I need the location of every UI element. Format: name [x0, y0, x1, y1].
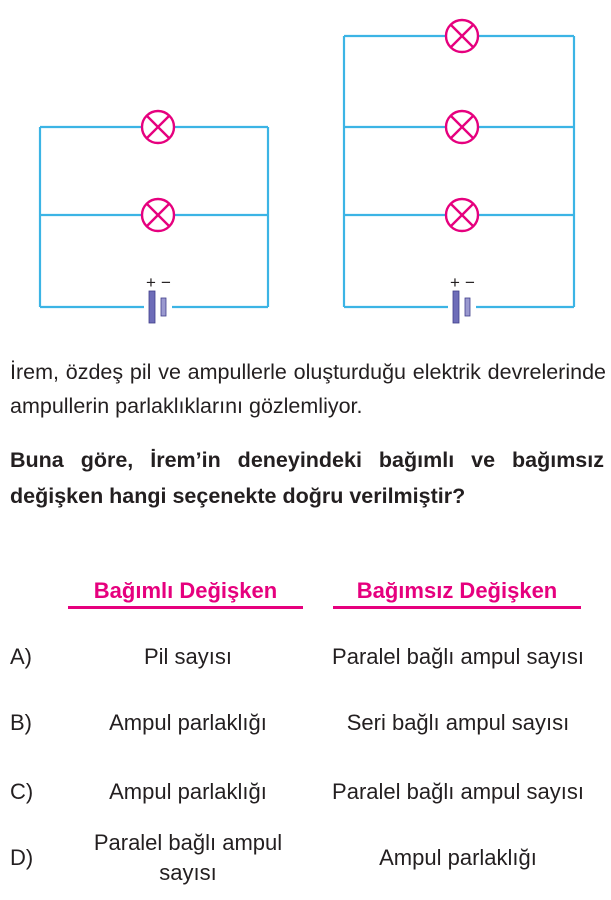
question-text: Buna göre, İrem’in deneyindeki bağımlı ve bağımsız değişken hangi seçenekte doğru verilmiştir? — [10, 448, 604, 508]
option-a[interactable] — [10, 622, 610, 692]
option-letter: C) — [10, 779, 34, 804]
experiment-description: İrem, özdeş pil ve ampullerle oluşturduğu elektrik devrelerinde ampullerin parlaklıklarını gözlemliyor. — [10, 360, 606, 418]
option-dependent: Ampul parlaklığı — [109, 779, 267, 804]
battery-icon — [448, 273, 476, 323]
option-letter: B) — [10, 710, 32, 735]
option-independent: Seri bağlı ampul sayısı — [346, 710, 570, 735]
option-dependent: Paralel bağlı ampul sayısı — [93, 830, 283, 885]
bulb-icon — [142, 199, 174, 231]
option-dependent: Pil sayısı — [143, 644, 233, 669]
bulb-icon — [142, 111, 174, 143]
option-c[interactable] — [10, 757, 610, 827]
circuit-diagrams — [0, 0, 611, 340]
option-b[interactable] — [10, 688, 610, 758]
option-independent: Paralel bağlı ampul sayısı — [332, 779, 584, 804]
option-letter: A) — [10, 644, 32, 669]
circuit-three-bulbs — [344, 20, 574, 323]
battery-minus-label: − — [465, 273, 475, 292]
header-independent-variable: Bağımsız Değişken — [333, 578, 581, 609]
option-independent: Paralel bağlı ampul sayısı — [332, 644, 584, 669]
option-dependent: Ampul parlaklığı — [109, 710, 267, 735]
bulb-icon — [446, 111, 478, 143]
bulb-icon — [446, 199, 478, 231]
option-letter: D) — [10, 845, 34, 870]
header-dependent-variable: Bağımlı Değişken — [68, 578, 303, 609]
battery-minus-label: − — [161, 273, 171, 292]
battery-icon — [144, 273, 172, 323]
battery-plus-label: + — [146, 273, 156, 292]
option-d[interactable] — [10, 823, 610, 893]
battery-plus-label: + — [450, 273, 460, 292]
circuit-two-bulbs — [40, 111, 268, 323]
bulb-icon — [446, 20, 478, 52]
option-independent: Ampul parlaklığı — [379, 845, 537, 870]
